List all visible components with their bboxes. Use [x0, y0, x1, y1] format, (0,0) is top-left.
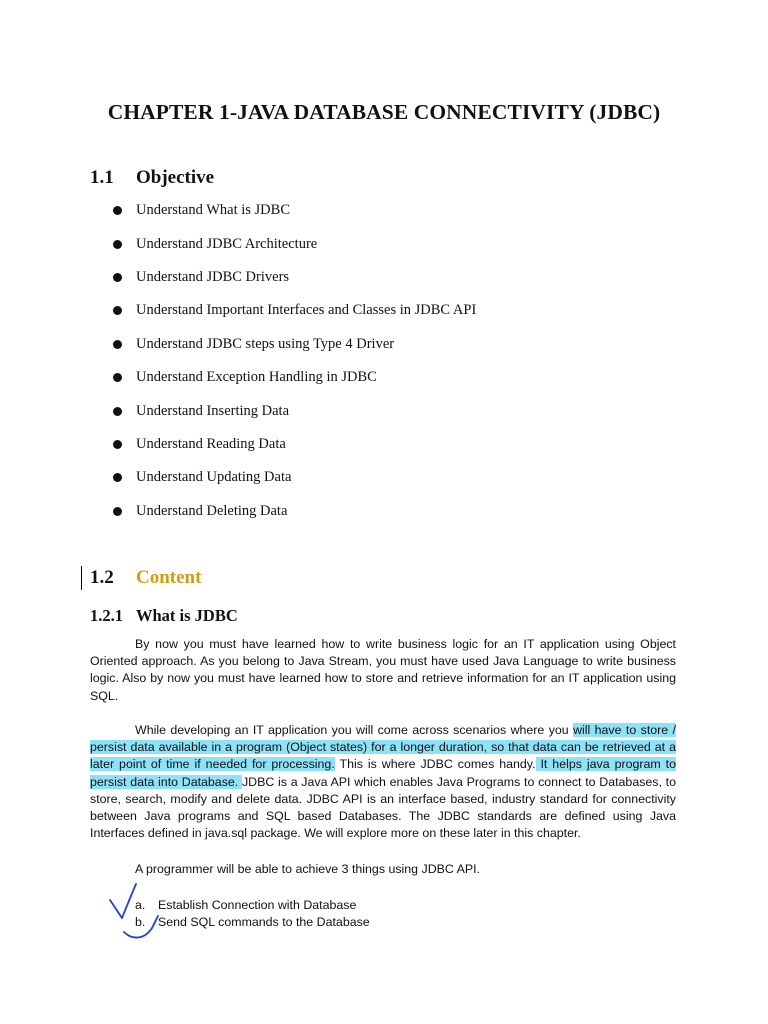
bullet-icon — [113, 373, 122, 382]
objective-item — [110, 428, 476, 461]
content-number: 1.2 — [90, 567, 114, 588]
handwritten-checkmark-icon — [100, 880, 180, 942]
objective-item-text: Understand Reading Data — [136, 435, 286, 452]
bullet-icon — [113, 507, 122, 516]
objective-item — [110, 328, 476, 361]
chapter-title: CHAPTER 1-JAVA DATABASE CONNECTIVITY (JDBC) — [107, 100, 661, 124]
objective-item-text: Understand Exception Handling in JDBC — [136, 369, 377, 386]
bullet-icon — [113, 273, 122, 282]
paragraph-text: While developing an IT application you will come across scenarios where you — [135, 723, 574, 737]
what-is-jdbc-number: 1.2.1 — [90, 606, 123, 625]
objective-item-text: Understand JDBC Drivers — [136, 268, 290, 285]
objective-item — [110, 461, 476, 494]
highlighted-text: It helps java program to persist data into Database. — [90, 757, 676, 789]
objective-title: Objective — [136, 167, 215, 188]
paragraph-three-things: A programmer will be able to achieve 3 things using JDBC API. — [135, 862, 481, 876]
bullet-icon — [113, 206, 122, 215]
objective-item-text: Understand Updating Data — [136, 469, 292, 486]
step-text: Send SQL commands to the Database — [158, 915, 370, 930]
paragraph-text: This is where JDBC comes handy. — [334, 757, 536, 772]
objective-item — [110, 261, 476, 294]
underline-stroke — [124, 916, 158, 938]
objective-item-text: Understand Deleting Data — [136, 502, 288, 519]
step-marker: a. — [135, 897, 146, 912]
objective-item-text: Understand Inserting Data — [136, 402, 290, 419]
check-stroke — [110, 884, 136, 918]
objective-item-text: Understand JDBC Architecture — [136, 235, 318, 252]
objective-item-text: Understand Important Interfaces and Classes in JDBC API — [136, 302, 477, 319]
paragraph-jdbc-description — [90, 722, 676, 842]
bullet-icon — [113, 407, 122, 416]
bullet-icon — [113, 340, 122, 349]
objective-item — [110, 361, 476, 394]
step-marker: b. — [135, 915, 146, 930]
step-text: Establish Connection with Database — [158, 897, 357, 912]
objective-item — [110, 194, 476, 227]
content-title: Content — [136, 567, 202, 588]
what-is-jdbc-title: What is JDBC — [136, 606, 238, 625]
highlighted-text: will have to store / persist data available in a program (Object states) for a longer duration, so that data can be retrieved at a later point of time if needed for processing. — [90, 723, 676, 772]
bullet-icon — [113, 306, 122, 315]
objective-item-text: Understand What is JDBC — [136, 202, 290, 219]
bullet-icon — [113, 240, 122, 249]
bullet-icon — [113, 440, 122, 449]
objective-item — [110, 495, 476, 528]
objective-item — [110, 294, 476, 327]
objective-item-text: Understand JDBC steps using Type 4 Driver — [136, 335, 395, 352]
objective-heading — [90, 167, 214, 189]
objective-list — [110, 194, 476, 528]
what-is-jdbc-heading — [90, 606, 238, 626]
text-cursor — [81, 566, 82, 590]
paragraph-intro: By now you must have learned how to write business logic for an IT application using Object Oriented approach. As you belong to Java Stream, you must have used Java Language to write business logic. Also by now you must have learned how to store and retrieve information for an IT application using SQL. — [90, 637, 676, 703]
content-heading — [90, 567, 201, 589]
objective-item — [110, 394, 476, 427]
objective-item — [110, 227, 476, 260]
bullet-icon — [113, 473, 122, 482]
paragraph-text: JDBC is a Java API which enables Java Programs to connect to Databases, to store, search, modify and delete data. JDBC API is an interface based, industry standard for connectivity between Java programs and SQL based Databases. The JDBC standards are defined using Java Interfaces defined in java.sql package. We will explore more on these later in this chapter. — [90, 774, 676, 841]
objective-number: 1.1 — [90, 167, 114, 188]
